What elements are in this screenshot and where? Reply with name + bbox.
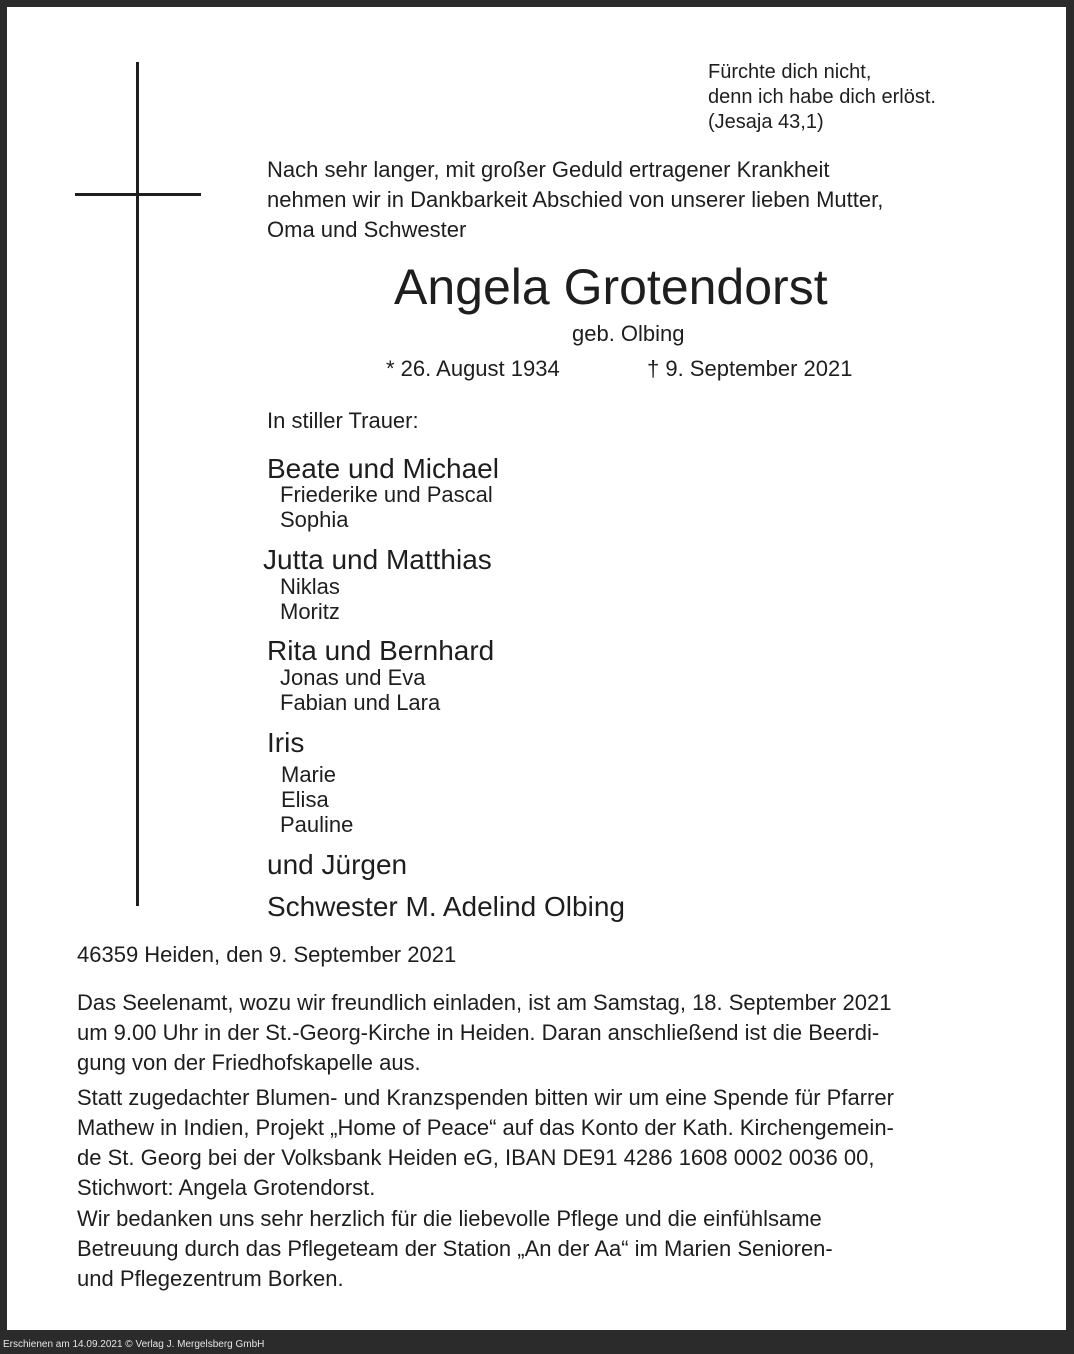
family-child: Moritz — [280, 599, 340, 624]
intro-line: Nach sehr langer, mit großer Geduld ertragener Krankheit — [267, 157, 830, 182]
publication-footer: Erschienen am 14.09.2021 © Verlag J. Mergelsberg GmbH — [3, 1339, 265, 1350]
paragraph-line: Mathew in Indien, Projekt „Home of Peace“ auf das Konto der Kath. Kirchengemein- — [77, 1115, 894, 1140]
cross-icon-vertical — [136, 62, 139, 906]
mourning-label: In stiller Trauer: — [267, 408, 419, 433]
cross-icon-horizontal — [75, 193, 201, 196]
family-child: Jonas und Eva — [280, 665, 426, 690]
family-child: Niklas — [280, 574, 340, 599]
birth-date: * 26. August 1934 — [386, 356, 560, 381]
paragraph-line: de St. Georg bei der Volksbank Heiden eG, IBAN DE91 4286 1608 0002 0036 00, — [77, 1145, 875, 1170]
paragraph-line: gung von der Friedhofskapelle aus. — [77, 1050, 421, 1075]
family-head: Jutta und Matthias — [263, 544, 492, 575]
intro-line: Oma und Schwester — [267, 217, 467, 242]
family-head: Beate und Michael — [267, 453, 499, 484]
family-child: Fabian und Lara — [280, 690, 441, 715]
bible-verse — [708, 60, 936, 135]
intro-line: nehmen wir in Dankbarkeit Abschied von unserer lieben Mutter, — [267, 187, 884, 212]
verse-line: Fürchte dich nicht, — [708, 61, 872, 83]
place-date: 46359 Heiden, den 9. September 2021 — [77, 942, 457, 967]
intro-text — [267, 155, 883, 245]
family-head: und Jürgen — [267, 849, 408, 880]
maiden-name: geb. Olbing — [572, 321, 685, 346]
paragraph-line: und Pflegezentrum Borken. — [77, 1266, 344, 1291]
deceased-name: Angela Grotendorst — [394, 259, 828, 315]
paragraph-line: um 9.00 Uhr in der St.-Georg-Kirche in Heiden. Daran anschließend ist die Beerdi- — [77, 1020, 880, 1045]
family-child: Pauline — [280, 812, 354, 837]
verse-line: (Jesaja 43,1) — [708, 111, 824, 133]
family-child: Sophia — [280, 507, 349, 532]
family-child: Elisa — [281, 787, 329, 812]
family-head: Iris — [267, 727, 305, 758]
paragraph-line: Stichwort: Angela Grotendorst. — [77, 1175, 376, 1200]
family-child: Marie — [281, 762, 337, 787]
family-child: Friederike und Pascal — [280, 482, 493, 507]
paragraph-line: Statt zugedachter Blumen- und Kranzspenden bitten wir um eine Spende für Pfarrer — [77, 1085, 894, 1110]
funeral-info-paragraph — [77, 988, 891, 1078]
family-head: Rita und Bernhard — [267, 635, 495, 666]
paragraph-line: Das Seelenamt, wozu wir freundlich einladen, ist am Samstag, 18. September 2021 — [77, 990, 892, 1015]
thanks-paragraph — [77, 1204, 833, 1294]
paragraph-line: Betreuung durch das Pflegeteam der Station „An der Aa“ im Marien Senioren- — [77, 1236, 833, 1261]
donation-paragraph — [77, 1083, 894, 1203]
paragraph-line: Wir bedanken uns sehr herzlich für die liebevolle Pflege und die einfühlsame — [77, 1206, 822, 1231]
death-date: † 9. September 2021 — [647, 356, 853, 381]
verse-line: denn ich habe dich erlöst. — [708, 86, 936, 108]
family-head: Schwester M. Adelind Olbing — [267, 891, 625, 922]
obituary-page — [7, 7, 1066, 1330]
